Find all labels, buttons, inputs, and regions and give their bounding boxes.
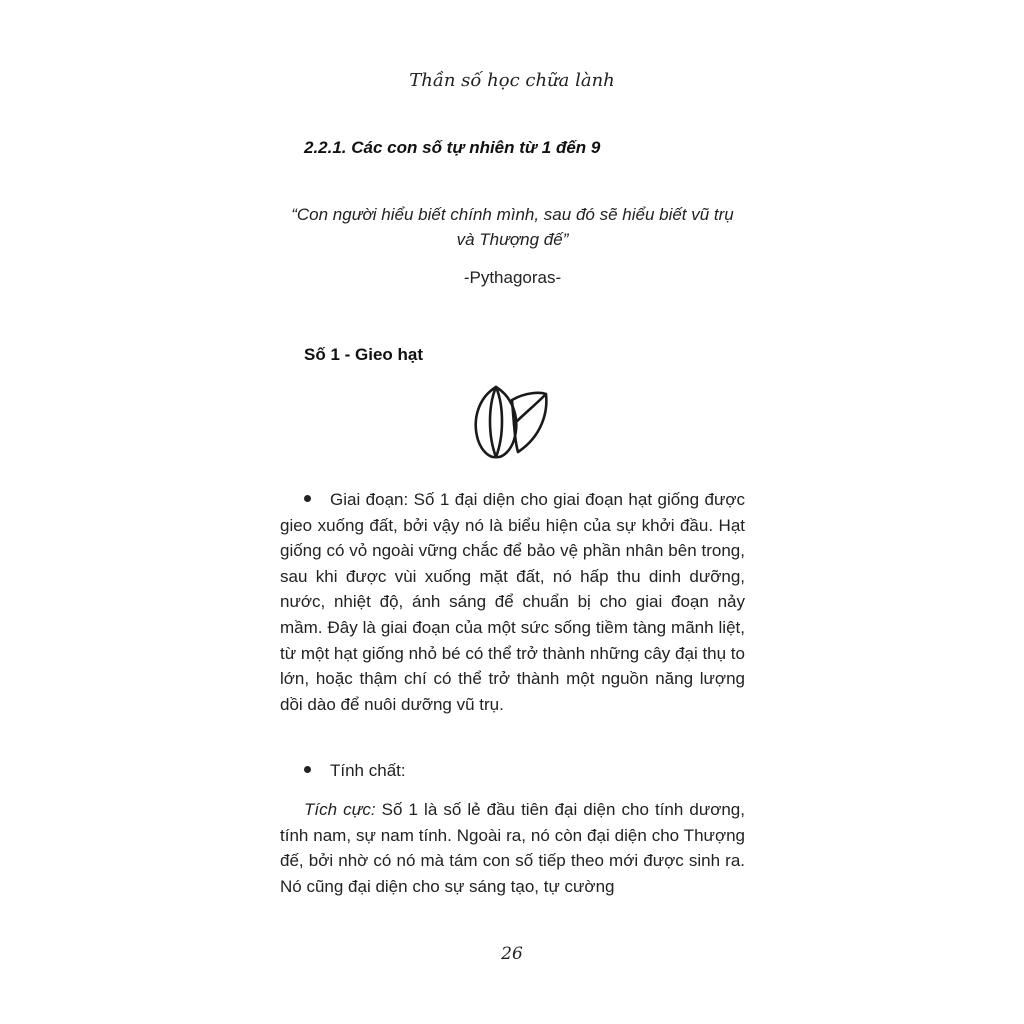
properties-paragraph [280,758,745,784]
running-header: Thần số học chữa lành [409,70,615,91]
positive-text: Số 1 là số lẻ đầu tiên đại diện cho tính dương, tính nam, sự nam tính. Ngoài ra, nó còn đại diện cho Thượng đế, bởi nhờ có nó mà tám con số tiếp theo mới được sinh ra. Nó cũng đại diện cho sự sáng tạo, tự cường [280,800,745,896]
bullet-icon [304,758,330,784]
epigraph-quote: “Con người hiểu biết chính mình, sau đó sẽ hiểu biết vũ trụ và Thượng đế” [291,205,734,249]
number-one-heading: Số 1 - Gieo hạt [304,345,424,364]
seed-icon [468,384,550,460]
stage-text: Giai đoạn: Số 1 đại diện cho giai đoạn hạt giống được gieo xuống đất, bởi vậy nó là biểu hiện của sự khởi đầu. Hạt giống có vỏ ngoài vững chắc để bảo vệ phần nhân bên trong, sau khi được vùi xuống mặt đất, nó hấp thu dinh dưỡng, nước, nhiệt độ, ánh sáng để chuẩn bị cho giai đoạn nảy mầm. Đây là giai đoạn của một sức sống tiềm tàng mãnh liệt, từ một hạt giống nhỏ bé có thể trở thành những cây đại thụ to lớn, hoặc thậm chí có thể trở thành một nguồn năng lượng dồi dào để nuôi dưỡng vũ trụ. [280,490,745,714]
section-heading: 2.2.1. Các con số tự nhiên từ 1 đến 9 [304,138,601,157]
properties-label: Tính chất: [330,761,406,780]
stage-paragraph [280,487,745,717]
bullet-icon [304,487,330,513]
positive-paragraph [280,797,745,899]
positive-label: Tích cực: [304,800,376,819]
page-number: 26 [501,944,523,964]
epigraph-author: -Pythagoras- [463,268,562,287]
